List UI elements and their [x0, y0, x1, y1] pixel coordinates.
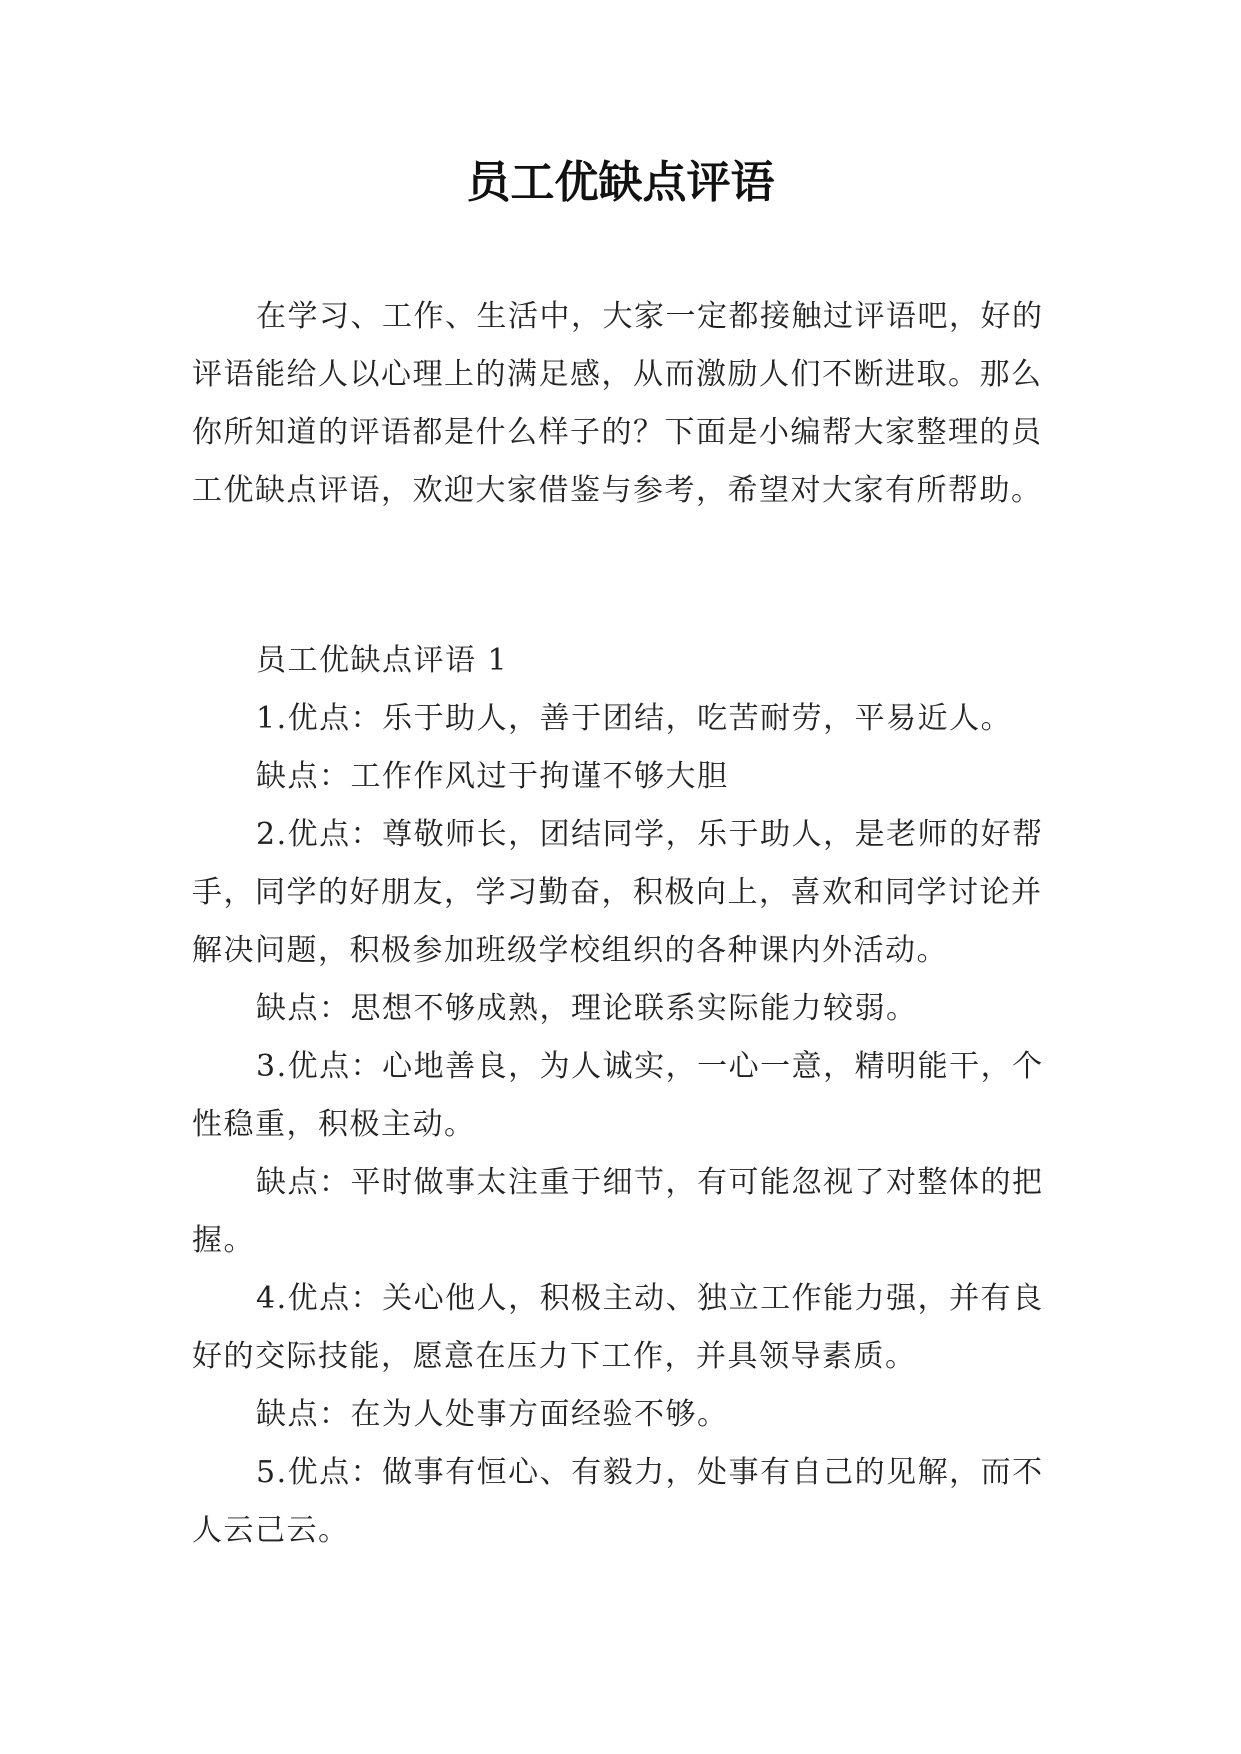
item-1-strengths: 1.优点：乐于助人，善于团结，吃苦耐劳，平易近人。: [256, 701, 1013, 736]
item-2-strengths: 2.优点：尊敬师长，团结同学，乐于助人，是老师的好帮手，同学的好朋友，学习勤奋，积极向上，喜欢和同学讨论并解决问题，积极参加班级学校组织的各种课内外活动。: [192, 817, 1044, 968]
item-4-strengths: 4.优点：关心他人，积极主动、独立工作能力强，并有良好的交际技能，愿意在压力下工作，并具领导素质。: [192, 1281, 1044, 1374]
intro-paragraph: 在学习、工作、生活中，大家一定都接触过评语吧，好的评语能给人以心理上的满足感，从而激励人们不断进取。那么你所知道的评语都是什么样子的？下面是小编帮大家整理的员工优缺点评语，欢迎大家借鉴与参考，希望对大家有所帮助。: [192, 299, 1044, 508]
content-block: [192, 632, 1072, 1560]
item-1-weaknesses: 缺点：工作作风过于拘谨不够大胆: [256, 759, 729, 794]
document-title: 员工优缺点评语: [466, 157, 775, 208]
intro-paragraph-block: [192, 288, 1072, 520]
item-4-weaknesses: 缺点：在为人处事方面经验不够。: [256, 1397, 729, 1432]
section-heading: 员工优缺点评语 1: [256, 643, 509, 678]
item-2-weaknesses: 缺点：思想不够成熟，理论联系实际能力较弱。: [256, 991, 918, 1026]
item-5-strengths: 5.优点：做事有恒心、有毅力，处事有自己的见解，而不人云己云。: [192, 1455, 1044, 1548]
item-3-weaknesses: 缺点：平时做事太注重于细节，有可能忽视了对整体的把握。: [192, 1165, 1044, 1258]
item-3-strengths: 3.优点：心地善良，为人诚实，一心一意，精明能干，个性稳重，积极主动。: [192, 1049, 1044, 1142]
